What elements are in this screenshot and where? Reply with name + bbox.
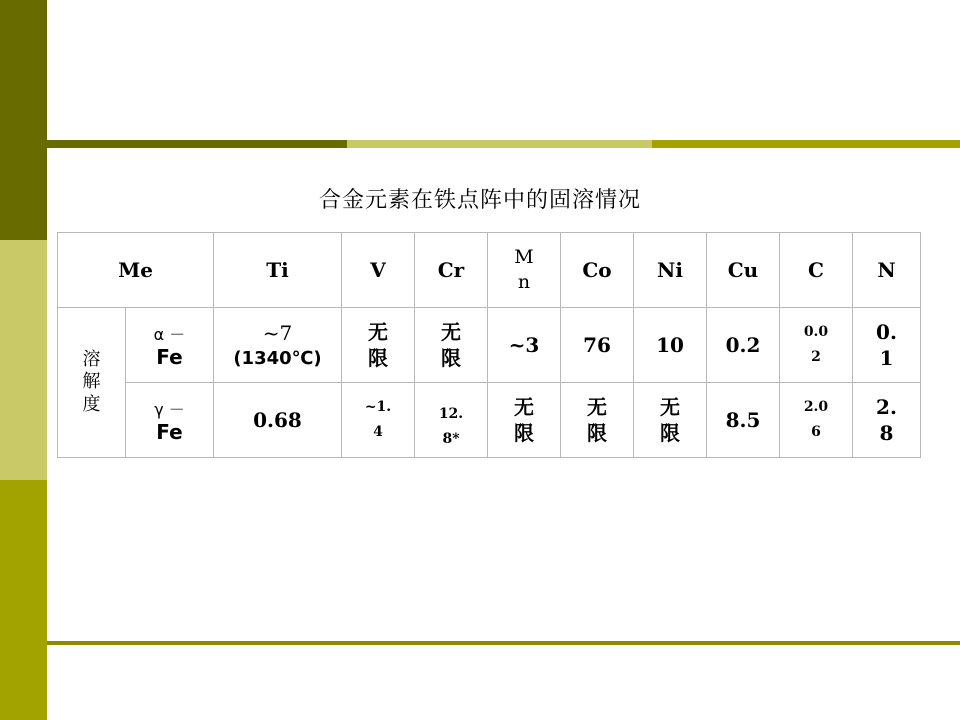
cell-alpha-mn: ~3 bbox=[488, 308, 561, 383]
cell-gamma-ni: 无限 bbox=[634, 383, 707, 458]
header-c: C bbox=[780, 233, 853, 308]
cell-alpha-co: 76 bbox=[561, 308, 634, 383]
cell-gamma-n: 2.8 bbox=[853, 383, 921, 458]
cell-gamma-co: 无限 bbox=[561, 383, 634, 458]
table-row bbox=[58, 308, 921, 383]
phase-alpha-fe: α － Fe bbox=[126, 308, 214, 383]
header-ti: Ti bbox=[214, 233, 342, 308]
cell-gamma-mn: 无限 bbox=[488, 383, 561, 458]
header-me: Me bbox=[58, 233, 214, 308]
sidebar-band-mid bbox=[0, 480, 47, 720]
solubility-table bbox=[57, 232, 921, 458]
cell-gamma-cu: 8.5 bbox=[707, 383, 780, 458]
cell-alpha-cu: 0.2 bbox=[707, 308, 780, 383]
cell-alpha-ti: ~7 (1340℃) bbox=[214, 308, 342, 383]
cell-gamma-c: 2.06 bbox=[780, 383, 853, 458]
cell-gamma-cr: 12.8* bbox=[415, 383, 488, 458]
header-mn: Mn bbox=[488, 233, 561, 308]
cell-alpha-v: 无限 bbox=[342, 308, 415, 383]
group-label: 溶解度 bbox=[58, 308, 126, 458]
slide-title: 合金元素在铁点阵中的固溶情况 bbox=[318, 188, 641, 213]
header-v: V bbox=[342, 233, 415, 308]
header-n: N bbox=[853, 233, 921, 308]
cell-gamma-ti: 0.68 bbox=[214, 383, 342, 458]
cell-alpha-c: 0.02 bbox=[780, 308, 853, 383]
cell-alpha-ni: 10 bbox=[634, 308, 707, 383]
header-co: Co bbox=[561, 233, 634, 308]
table-row bbox=[58, 383, 921, 458]
sidebar-band-light bbox=[0, 240, 47, 480]
header-cr: Cr bbox=[415, 233, 488, 308]
header-ni: Ni bbox=[634, 233, 707, 308]
footer-divider bbox=[47, 641, 960, 645]
header-divider bbox=[47, 140, 960, 148]
cell-gamma-v: ~1.4 bbox=[342, 383, 415, 458]
cell-alpha-cr: 无限 bbox=[415, 308, 488, 383]
cell-alpha-n: 0.1 bbox=[853, 308, 921, 383]
header-row bbox=[58, 233, 921, 308]
header-cu: Cu bbox=[707, 233, 780, 308]
phase-gamma-fe: γ － Fe bbox=[126, 383, 214, 458]
